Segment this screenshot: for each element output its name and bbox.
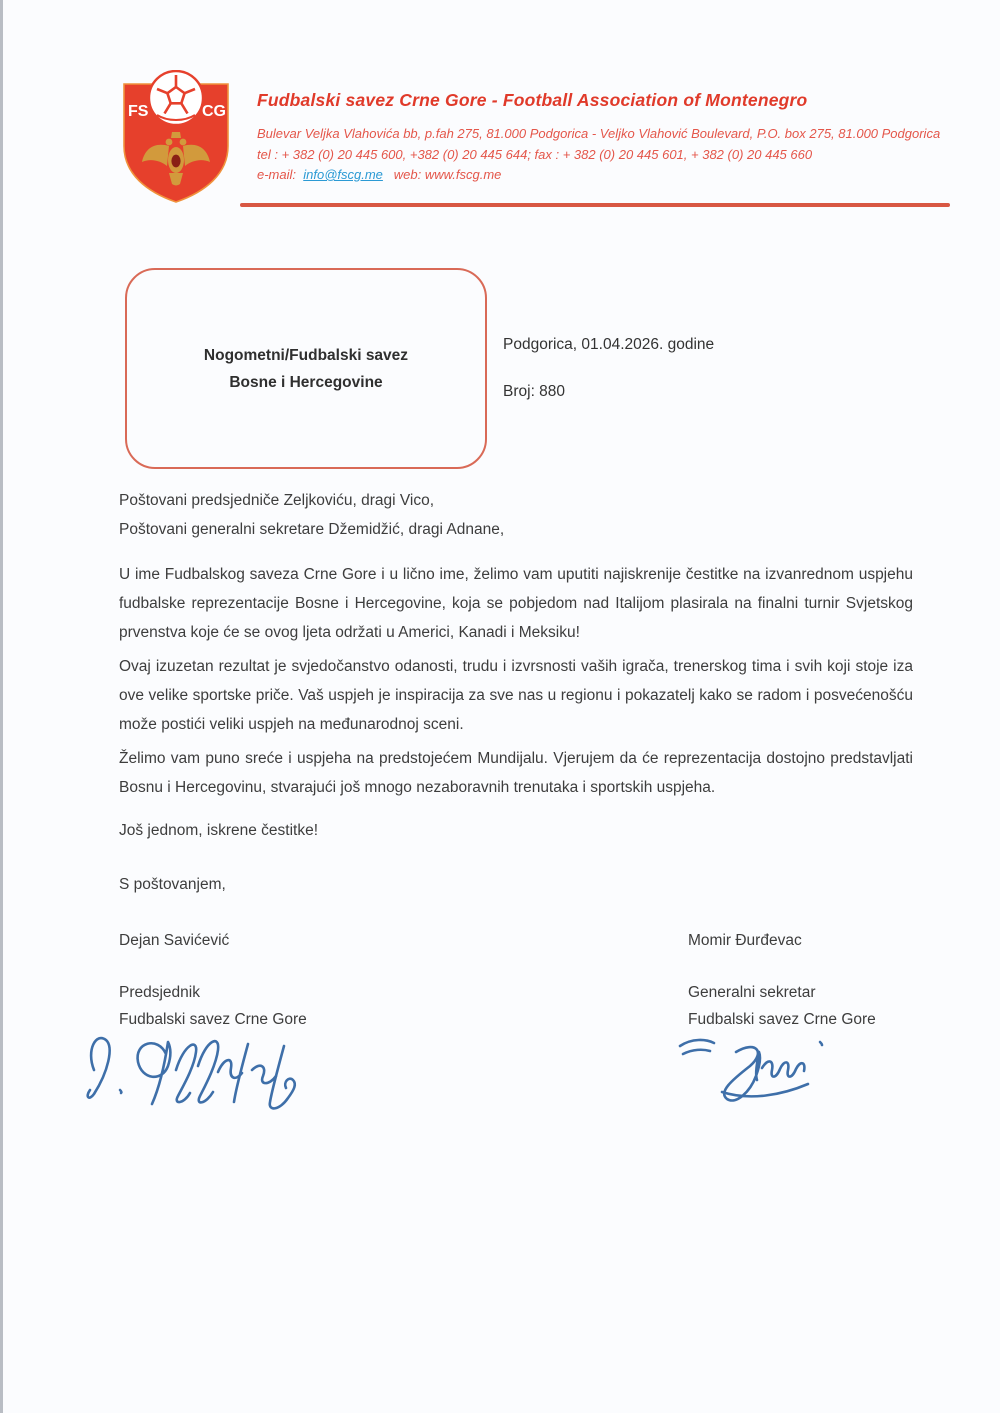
football-icon bbox=[149, 71, 203, 125]
signatory-right bbox=[688, 926, 876, 1033]
signature-ink-right bbox=[670, 1030, 850, 1108]
closing-line-2: S poštovanjem, bbox=[119, 876, 226, 893]
signatory-left-name: Dejan Savićević bbox=[119, 932, 230, 949]
salutation-line-2: Poštovani generalni sekretare Džemidžić, dragi Adnane, bbox=[119, 521, 505, 538]
recipient-box bbox=[125, 268, 487, 469]
signatory-left-title: Predsjednik bbox=[119, 984, 200, 1001]
email-link[interactable]: info@fscg.me bbox=[303, 167, 383, 182]
paragraph-2: Ovaj izuzetan rezultat je svjedočanstvo odanosti, trudu i izvrsnosti vaših igrača, trenerskog tima i svih koji stoje iza ove velike sportske priče. Vaš uspjeh je inspiracija za sve nas u regionu i pokazatelj kako se radom i posvećenošću može postići veliki uspjeh na međunarodnoj sceni. bbox=[119, 658, 913, 733]
email-label: e-mail: bbox=[257, 167, 304, 182]
letterhead-title: Fudbalski savez Crne Gore - Football Association of Montenegro bbox=[257, 90, 808, 110]
letterhead-divider bbox=[240, 203, 950, 207]
reference-number: Broj: 880 bbox=[503, 383, 566, 400]
letter-body bbox=[119, 486, 913, 899]
crest-text-fs: FS bbox=[128, 103, 149, 120]
signatory-right-org: Fudbalski savez Crne Gore bbox=[688, 1011, 876, 1028]
address-line-3 bbox=[257, 165, 957, 186]
signatory-left-org: Fudbalski savez Crne Gore bbox=[119, 1011, 307, 1028]
signature-ink-left bbox=[80, 1024, 335, 1119]
salutation-line-1: Poštovani predsjedniče Zeljkoviću, dragi Vico, bbox=[119, 492, 435, 509]
recipient-line-1: Nogometni/Fudbalski savez bbox=[203, 346, 409, 364]
signatory-right-title: Generalni sekretar bbox=[688, 984, 816, 1001]
paragraph-1: U ime Fudbalskog saveza Crne Gore i u lično ime, želimo vam uputiti najiskrenije čestitke na izvanrednom uspjehu fudbalske reprezentacije Bosne i Hercegovine, koja se pobjedom nad Italijom plasirala na finalni turnir Svjetskog prvenstva koje će se ovog ljeta održati u Americi, Kanadi i Meksiku! bbox=[119, 566, 913, 641]
web-label: web: bbox=[382, 167, 425, 182]
letterhead-address bbox=[257, 124, 957, 186]
signatory-right-name: Momir Đurđevac bbox=[688, 932, 802, 949]
fscg-crest-logo bbox=[117, 70, 235, 206]
crest-text-cg: CG bbox=[202, 103, 226, 120]
signatory-left bbox=[119, 926, 307, 1033]
paragraph-3: Želimo vam puno sreće i uspjeha na predstojećem Mundijalu. Vjerujem da će reprezentacija dostojno predstavljati Bosnu i Hercegovinu, stvarajući još mnogo nezaboravnih trenutaka i sportskih uspjeha. bbox=[119, 750, 913, 796]
date-line: Podgorica, 01.04.2026. godine bbox=[503, 336, 715, 353]
web-url: www.fscg.me bbox=[424, 167, 502, 182]
address-line-1: Bulevar Veljka Vlahovića bb, p.fah 275, 81.000 Podgorica - Veljko Vlahović Boulevard, P.O. box 275, 81.000 Podgorica bbox=[257, 126, 941, 141]
address-line-2: tel : + 382 (0) 20 445 600, +382 (0) 20 445 644; fax : + 382 (0) 20 445 601, + 382 (0) 20 445 660 bbox=[257, 146, 813, 162]
closing-line-1: Još jednom, iskrene čestitke! bbox=[119, 822, 319, 839]
recipient-line-2: Bosne i Hercegovine bbox=[229, 373, 383, 391]
eagle-inner-shield bbox=[171, 155, 180, 168]
